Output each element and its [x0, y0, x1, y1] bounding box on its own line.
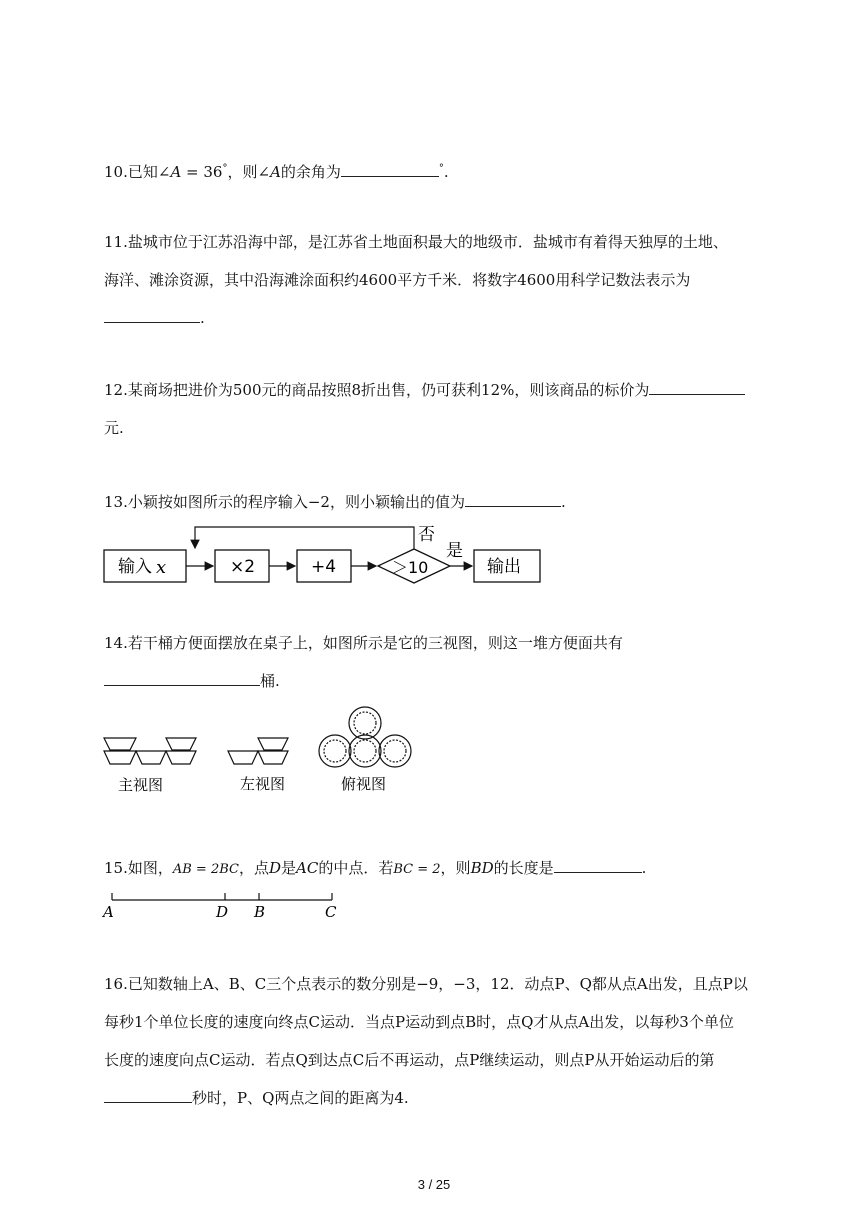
flow-add-label: +4 [311, 557, 337, 577]
page-number: 3 / 25 [417, 1177, 451, 1192]
flow-input-label: 输入 [118, 557, 152, 577]
question-11-line-1: 11.盐城市位于江苏沿海中部，是江苏省土地面积最大的地级市．盐城市有着得天独厚的土地、 [104, 233, 728, 251]
question-16-line-2: 每秒1个单位长度的速度向终点C运动．当点P运动到点B时，点Q才从点A出发，以每秒3个单位 [104, 1013, 734, 1031]
question-12-line-2: 元. [104, 419, 124, 437]
question-12-line-1: 12.某商场把进价为500元的商品按照8折出售，仍可获利12%，则该商品的标价为 [104, 380, 745, 400]
flow-condition-label: ＞10 [392, 558, 429, 577]
left-view-label: 左视图 [240, 775, 286, 793]
flow-multiply-label: ×2 [230, 557, 256, 577]
top-view-label: 俯视图 [341, 775, 387, 793]
question-10: 10.已知∠A = 36°，则∠A的余角为 °. [104, 163, 449, 181]
flow-yes-label: 是 [446, 541, 463, 561]
flow-no-label: 否 [418, 525, 435, 545]
front-view-label: 主视图 [118, 776, 164, 794]
flow-output-label: 输出 [487, 557, 521, 577]
flow-input-var: x [156, 557, 167, 578]
question-14-line-2: 桶. [104, 671, 280, 691]
question-15: 15.如图，AB = 2BC，点D是AC的中点．若BC = 2，则BD的长度是 . [104, 859, 647, 877]
question-16-line-4: 秒时，P、Q两点之间的距离为4. [104, 1088, 409, 1108]
question-11-line-2: 海洋、滩涂资源，其中沿海滩涂面积约4600平方千米．将数字4600用科学记数法表示为 [104, 271, 691, 289]
question-16-line-1: 16.已知数轴上A、B、C三个点表示的数分别是−9，−3，12．动点P、Q都从点A出发，且点P以 [104, 975, 748, 993]
point-b-label: B [254, 903, 266, 921]
point-a-label: A [103, 903, 114, 921]
answer-blank[interactable] [104, 1088, 192, 1103]
question-11-line-3: . [104, 308, 205, 328]
point-d-label: D [216, 903, 229, 921]
question-16-line-3: 长度的速度向点C运动．若点Q到达点C后不再运动，点P继续运动，则点P从开始运动后的第 [104, 1051, 715, 1069]
point-c-label: C [325, 903, 337, 921]
question-14-line-1: 14.若干桶方便面摆放在桌子上，如图所示是它的三视图，则这一堆方便面共有 [104, 634, 623, 652]
question-13: 13.小颖按如图所示的程序输入−2，则小颖输出的值为 . [104, 493, 566, 511]
